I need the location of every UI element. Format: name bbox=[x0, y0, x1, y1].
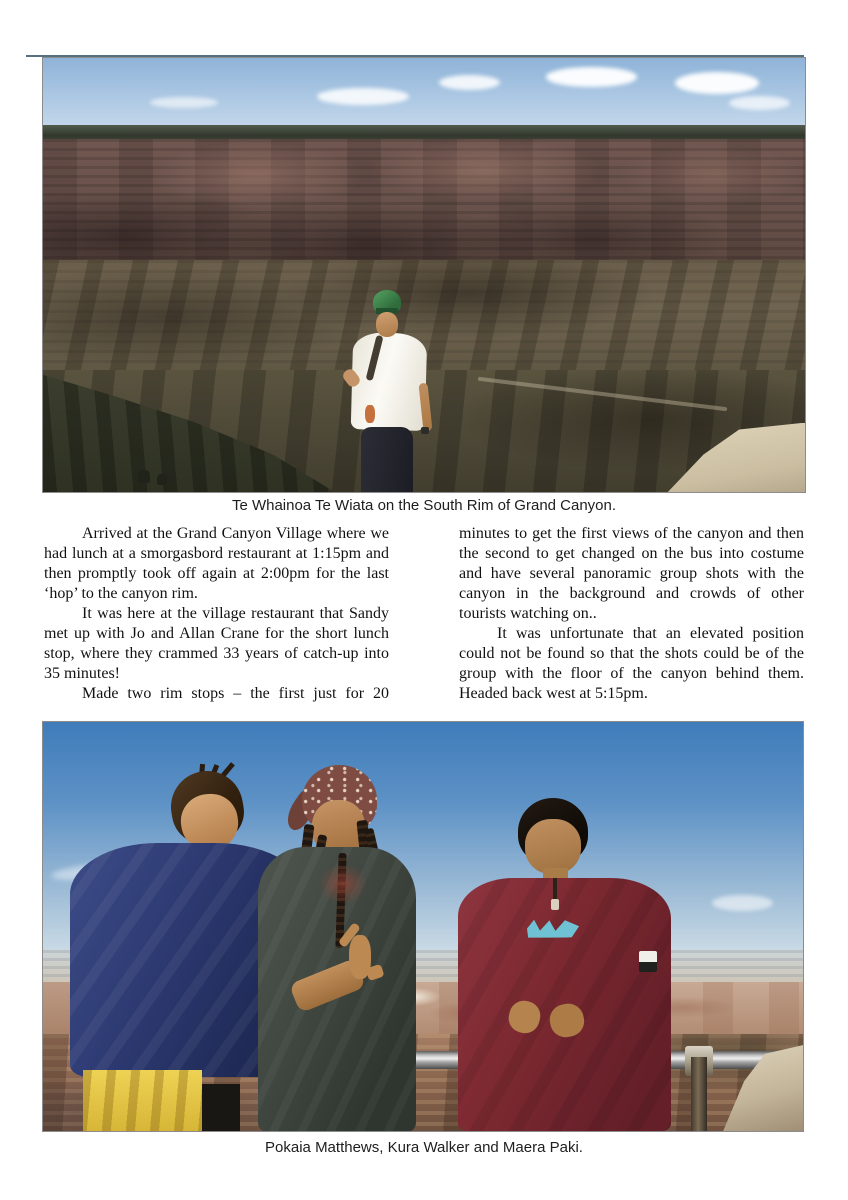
orange-pouch bbox=[365, 405, 375, 423]
wrist-watch bbox=[421, 427, 428, 434]
photo-canyon-rim bbox=[42, 57, 806, 493]
article-column-right bbox=[459, 524, 804, 704]
paragraph: It was unfortunate that an elevated position could not be found so that the shots could be of the group with the floor of the canyon behind them. Headed back west at 5:15pm. bbox=[459, 625, 804, 702]
face bbox=[525, 819, 581, 874]
photo-caption-group: Pokaia Matthews, Kura Walker and Maera Paki. bbox=[265, 1139, 583, 1156]
cloud bbox=[317, 88, 408, 105]
cloud-wisp bbox=[712, 895, 773, 911]
cloud bbox=[729, 96, 790, 110]
person-maera-paki bbox=[453, 798, 677, 1131]
cloud bbox=[150, 97, 219, 108]
distant-figure bbox=[157, 474, 167, 485]
paragraph: minutes to get the first views of the canyon and then the second to get changed on the bus into costume and have several panoramic group shots with the canyon in the background and crowds of other tourists watching on.. bbox=[459, 525, 804, 622]
cloud bbox=[439, 75, 500, 90]
white-t-shirt bbox=[350, 332, 426, 431]
article-body bbox=[44, 524, 804, 704]
cloud bbox=[675, 72, 759, 95]
paragraph: Made two rim stops – the first just for 20 bbox=[82, 685, 389, 702]
distant-figure bbox=[138, 470, 150, 483]
canyon-upper-buttes bbox=[43, 139, 805, 261]
dark-pants bbox=[361, 427, 412, 492]
person-te-whainoa bbox=[349, 290, 429, 492]
railing-post bbox=[691, 1057, 708, 1131]
necklace-pendant bbox=[551, 899, 559, 910]
paragraph: Arrived at the Grand Canyon Village where we had lunch at a smorgasbord restaurant at 1:15pm and then promptly took off again at 2:00pm for the last ‘hop’ to the canyon rim. bbox=[44, 525, 389, 602]
yellow-shorts bbox=[83, 1070, 202, 1131]
photo-caption-canyon: Te Whainoa Te Wiata on the South Rim of Grand Canyon. bbox=[231, 497, 617, 514]
sky bbox=[43, 58, 805, 134]
shirt-graphic bbox=[319, 864, 366, 904]
face bbox=[376, 312, 398, 336]
paragraph: It was here at the village restaurant that Sandy met up with Jo and Allan Crane for the short lunch stop, where they crammed 33 years of catch-up into 35 minutes! bbox=[44, 605, 389, 682]
starter-sleeve-patch bbox=[639, 951, 657, 972]
cloud bbox=[546, 67, 637, 87]
person-kura-walker bbox=[244, 765, 442, 1131]
shadow-leg bbox=[202, 1084, 241, 1131]
photo-group-portrait bbox=[42, 721, 804, 1132]
article-column-left bbox=[44, 524, 389, 704]
